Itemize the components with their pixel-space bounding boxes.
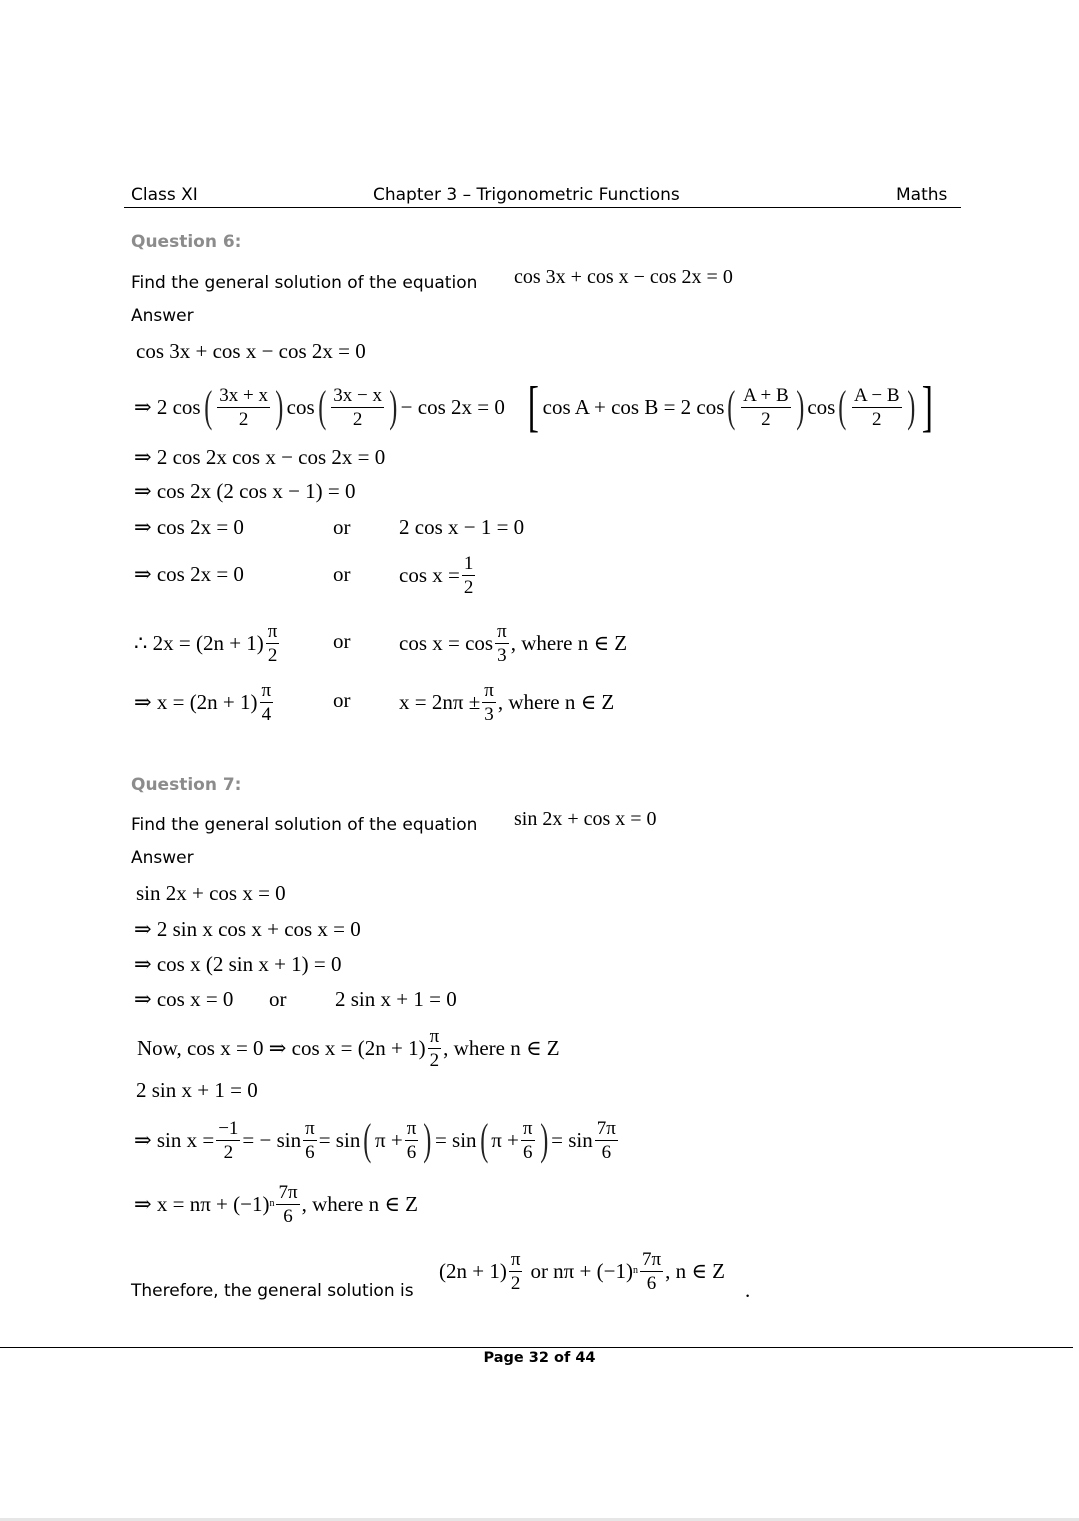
- fraction: $\frac{\pi}{6}$: [406, 1117, 417, 1163]
- q7-conclusion-formula: (2n + 1) $\frac{\pi}{2}$ or nπ + (−1) n $\frac{7\pi}{6}$ , n ∈ Z: [439, 1248, 725, 1294]
- fraction: $\frac{\pi}{2}$: [267, 620, 278, 666]
- q6-step-8-right: x = 2nπ ± $\frac{\pi}{3}$ , where n ∈ Z: [399, 679, 615, 725]
- q6-step-8-left: ⇒ x = (2n + 1) $\frac{\pi}{4}$: [134, 679, 272, 725]
- q6-step-5-or: or: [333, 515, 351, 539]
- q6-step-6-right: cos x = $\frac{1}{2}$: [399, 552, 474, 598]
- header-chapter: Chapter 3 – Trigonometric Functions: [373, 185, 680, 205]
- fraction: $\frac{3x + x}{2}$: [219, 384, 268, 430]
- fraction: $\frac{7\pi}{6}$: [641, 1248, 662, 1294]
- question-7-prompt: Find the general solution of the equation: [131, 815, 478, 835]
- q7-step-6: 2 sin x + 1 = 0: [136, 1078, 258, 1102]
- q7-step-7: ⇒ sin x = $\frac{-1}{2}$ = − sin $\frac{\pi}{6}$ = sin ( π + $\frac{\pi}{6}$ ) = sin ( π + $\frac{\pi}{6}$ ) = sin $\frac{7\pi}{6}$: [134, 1115, 616, 1164]
- q6-step-7-right: cos x = cos $\frac{\pi}{3}$ , where n ∈ Z: [399, 620, 628, 666]
- fraction: $\frac{3x - x}{2}$: [333, 384, 382, 430]
- q6-step-1: cos 3x + cos x − cos 2x = 0: [136, 339, 366, 363]
- question-7-answer-label: Answer: [131, 848, 194, 868]
- fraction: $\frac{A - B}{2}$: [853, 384, 900, 430]
- question-6-equation: cos 3x + cos x − cos 2x = 0: [514, 266, 733, 288]
- q7-step-4-or: or: [269, 987, 287, 1011]
- fraction: $\frac{\pi}{4}$: [261, 679, 272, 725]
- q6-step-6-left: ⇒ cos 2x = 0: [134, 562, 244, 586]
- q7-step-4-left: ⇒ cos x = 0: [134, 987, 234, 1011]
- q6-step-7-or: or: [333, 629, 351, 653]
- fraction: $\frac{-1}{2}$: [218, 1117, 239, 1163]
- question-7-title: Question 7:: [131, 775, 242, 795]
- q7-step-1: sin 2x + cos x = 0: [136, 881, 286, 905]
- q6-step-2: ⇒ 2 cos ( $\frac{3x + x}{2}$ ) cos ( $\frac{3x - x}{2}$ ) − cos 2x = 0: [134, 382, 505, 431]
- q7-conclusion-period: .: [745, 1278, 751, 1302]
- fraction: $\frac{\pi}{3}$: [497, 620, 507, 666]
- fraction: $\frac{A + B}{2}$: [743, 384, 789, 430]
- fraction: $\frac{\pi}{2}$: [510, 1248, 521, 1294]
- q7-step-2: ⇒ 2 sin x cos x + cos x = 0: [134, 917, 361, 941]
- q6-step-8-or: or: [333, 688, 351, 712]
- fraction: $\frac{7\pi}{6}$: [278, 1181, 298, 1227]
- q6-step-5-right: 2 cos x − 1 = 0: [399, 515, 525, 539]
- fraction: $\frac{\pi}{6}$: [305, 1117, 315, 1163]
- q7-step-4-right: 2 sin x + 1 = 0: [335, 987, 457, 1011]
- fraction: $\frac{\pi}{3}$: [484, 679, 494, 725]
- fraction: $\frac{\pi}{6}$: [522, 1117, 533, 1163]
- q6-identity-note: [ cos A + cos B = 2 cos ( $\frac{A + B}{2}$ ) cos ( $\frac{A - B}{2}$ ) ]: [527, 376, 934, 438]
- question-6-prompt: Find the general solution of the equation: [131, 273, 478, 293]
- q6-step-5-left: ⇒ cos 2x = 0: [134, 515, 244, 539]
- fraction: $\frac{\pi}{2}$: [429, 1025, 440, 1071]
- question-7-equation: sin 2x + cos x = 0: [514, 808, 657, 830]
- fraction: $\frac{1}{2}$: [463, 552, 474, 598]
- q7-step-3: ⇒ cos x (2 sin x + 1) = 0: [134, 952, 342, 976]
- q6-s2-prefix: ⇒ 2 cos: [134, 394, 201, 419]
- question-6-title: Question 6:: [131, 232, 242, 252]
- q6-step-4: ⇒ cos 2x (2 cos x − 1) = 0: [134, 479, 356, 503]
- q6-step-6-or: or: [333, 562, 351, 586]
- footer-rule: [0, 1347, 1073, 1348]
- q7-step-5: Now, cos x = 0 ⇒ cos x = (2n + 1) $\frac{\pi}{2}$ , where n ∈ Z: [137, 1025, 560, 1071]
- fraction: $\frac{7\pi}{6}$: [596, 1117, 616, 1163]
- q6-step-3: ⇒ 2 cos 2x cos x − cos 2x = 0: [134, 445, 386, 469]
- question-6-answer-label: Answer: [131, 306, 194, 326]
- header-class: Class XI: [131, 185, 198, 205]
- q7-step-8: ⇒ x = nπ + (−1) n $\frac{7\pi}{6}$ , where n ∈ Z: [134, 1181, 418, 1227]
- q7-conclusion-text: Therefore, the general solution is: [131, 1281, 414, 1301]
- header-rule: [124, 207, 961, 208]
- q6-step-7-left: ∴ 2x = (2n + 1) $\frac{\pi}{2}$: [134, 620, 278, 666]
- header-subject: Maths: [896, 185, 948, 205]
- page-number: Page 32 of 44: [483, 1350, 596, 1366]
